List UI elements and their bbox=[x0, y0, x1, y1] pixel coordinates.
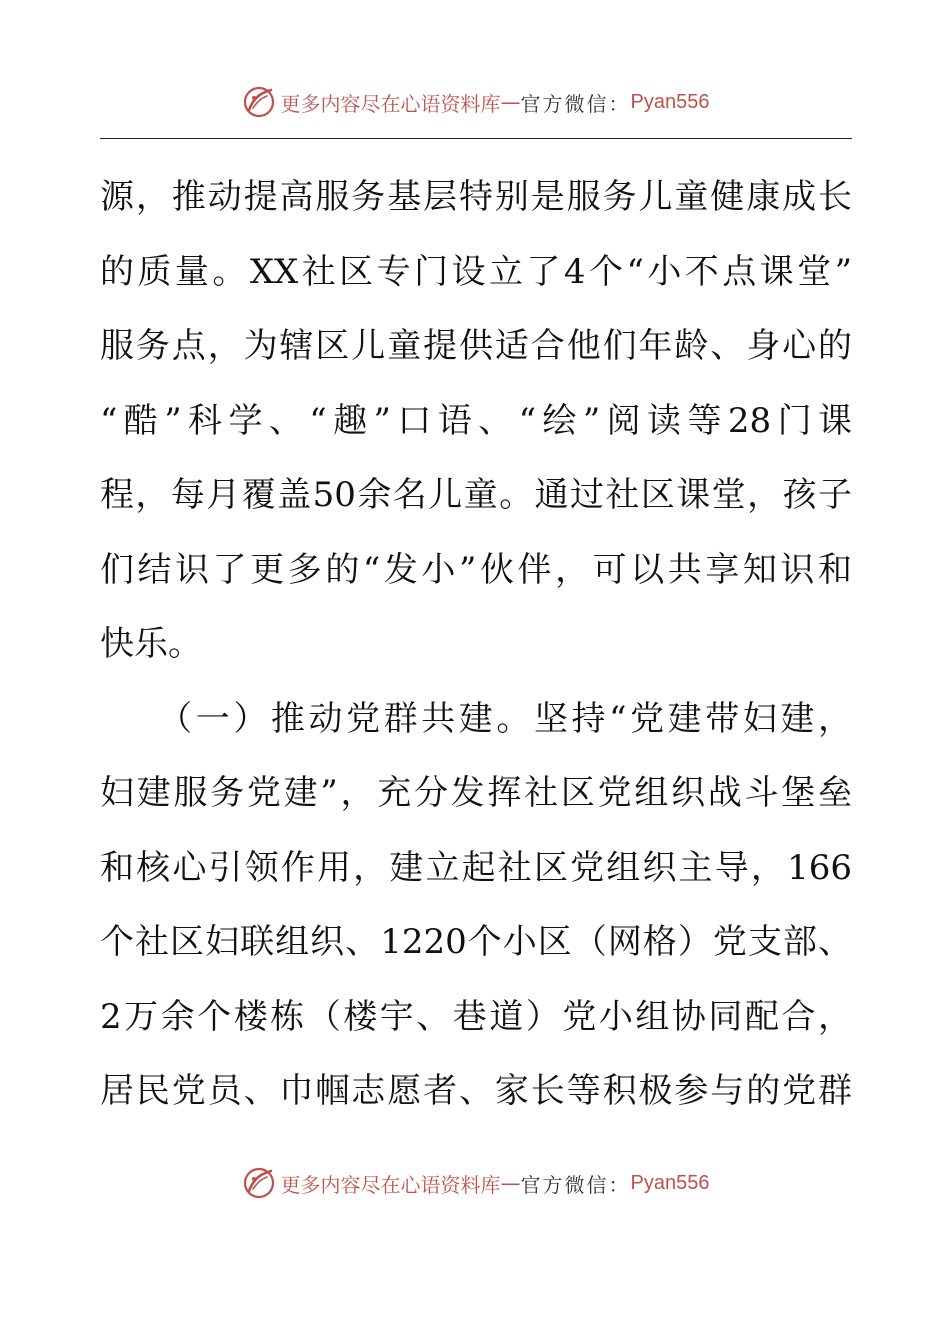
logo-icon bbox=[241, 1165, 277, 1201]
body-line: 程，每月覆盖50余名儿童。通过社区课堂，孩子 bbox=[100, 475, 852, 515]
footer-banner-text: 更多内容尽在心语资料库 bbox=[280, 1172, 501, 1197]
footer-wechat-id: Pyan556 bbox=[630, 1171, 710, 1194]
header-divider bbox=[100, 138, 852, 139]
body-line: 2万余个楼栋（楼宇、巷道）党小组协同配合， bbox=[100, 996, 852, 1037]
logo-icon bbox=[241, 84, 277, 120]
body-line: 妇建服务党建”，充分发挥社区党组织战斗堡垒 bbox=[100, 773, 852, 813]
footer-wechat-label: 官方微信： bbox=[520, 1172, 631, 1197]
body-line: 和核心引领作用，建立起社区党组织主导，166 bbox=[100, 847, 852, 888]
header-banner-text: 更多内容尽在心语资料库 bbox=[280, 91, 501, 116]
body-line: 个社区妇联组织、1220个小区（网格）党支部、 bbox=[100, 922, 852, 962]
body-line: 源，推动提高服务基层特别是服务儿童健康成长 bbox=[100, 177, 852, 217]
body-line: 服务点，为辖区儿童提供适合他们年龄、身心的 bbox=[100, 326, 852, 366]
body-line: 快乐。 bbox=[100, 624, 202, 664]
header-wechat-label: 官方微信： bbox=[520, 91, 631, 116]
document-body bbox=[100, 160, 852, 1129]
header-wechat-id: Pyan556 bbox=[630, 90, 710, 113]
body-line: 们结识了更多的“发小”伙伴，可以共享知识和 bbox=[100, 549, 852, 590]
body-line: （一）推动党群共建。坚持“党建带妇建， bbox=[100, 698, 852, 739]
body-line: 居民党员、巾帼志愿者、家长等积极参与的党群 bbox=[100, 1071, 852, 1111]
body-line: 的质量。XX社区专门设立了4个“小不点课堂” bbox=[100, 251, 852, 292]
footer-banner-dash: — bbox=[500, 1171, 521, 1195]
body-line: “酷”科学、“趣”口语、“绘”阅读等28门课 bbox=[100, 400, 852, 441]
header-banner-dash: — bbox=[500, 90, 521, 114]
page-footer bbox=[0, 1163, 950, 1203]
page-header bbox=[0, 82, 950, 122]
